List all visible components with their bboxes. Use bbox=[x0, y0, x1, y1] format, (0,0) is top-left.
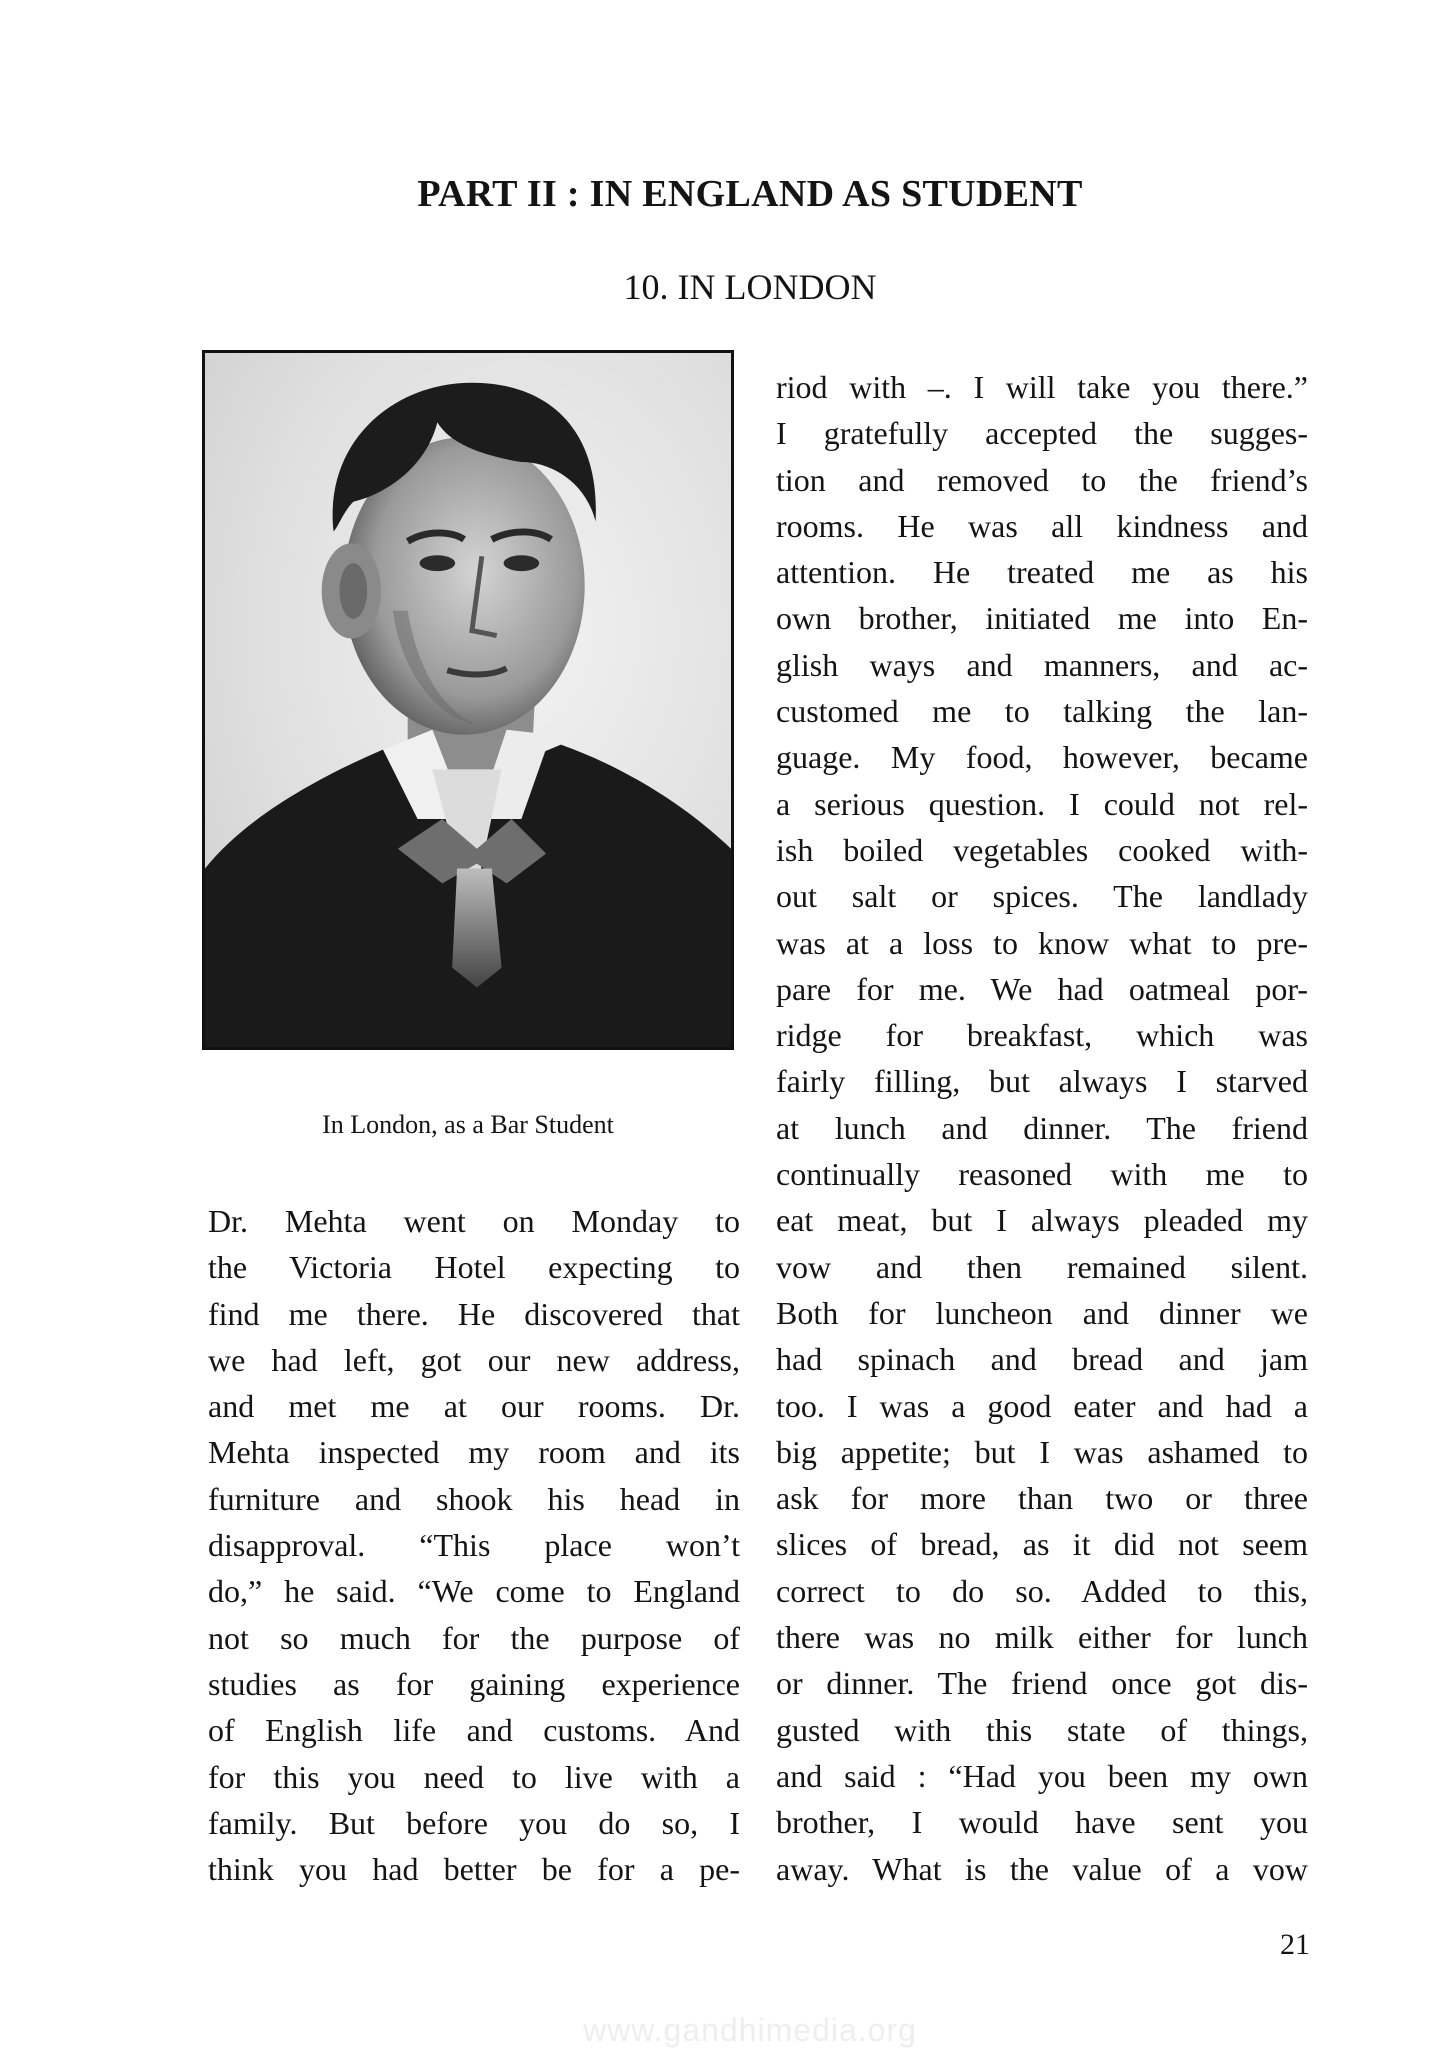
text-line: fairly filling, but always I starved bbox=[776, 1063, 1308, 1100]
text-line: guage. My food, however, became bbox=[776, 739, 1308, 776]
text-line: and said : “Had you been my own bbox=[776, 1757, 1308, 1794]
text-line: at lunch and dinner. The friend bbox=[776, 1109, 1308, 1146]
text-line: attention. He treated me as his bbox=[776, 554, 1308, 591]
photo-caption: In London, as a Bar Student bbox=[322, 1110, 614, 1139]
text-line: had spinach and bread and jam bbox=[776, 1341, 1308, 1378]
text-line: there was no milk either for lunch bbox=[776, 1619, 1308, 1656]
text-line: vow and then remained silent. bbox=[776, 1248, 1308, 1285]
text-line: of English life and customs. And bbox=[208, 1712, 740, 1749]
text-line: big appetite; but I was ashamed to bbox=[776, 1433, 1308, 1470]
text-line: was at a loss to know what to pre- bbox=[776, 924, 1308, 961]
right-text-column bbox=[776, 364, 1308, 1892]
text-line: family. But before you do so, I bbox=[208, 1804, 740, 1841]
text-line: not so much for the purpose of bbox=[208, 1619, 740, 1656]
text-line: for this you need to live with a bbox=[208, 1758, 740, 1795]
watermark: www.gandhimedia.org bbox=[583, 2012, 917, 2048]
text-line: furniture and shook his head in bbox=[208, 1480, 740, 1517]
text-line: we had left, got our new address, bbox=[208, 1341, 740, 1378]
text-line: out salt or spices. The landlady bbox=[776, 878, 1308, 915]
text-line: think you had better be for a pe- bbox=[208, 1851, 740, 1888]
text-line: continually reasoned with me to bbox=[776, 1156, 1308, 1193]
chapter-title: 10. IN LONDON bbox=[623, 267, 877, 307]
text-line: gusted with this state of things, bbox=[776, 1711, 1308, 1748]
portrait-image bbox=[205, 353, 731, 1047]
text-line: correct to do so. Added to this, bbox=[776, 1572, 1308, 1609]
text-line: glish ways and manners, and ac- bbox=[776, 646, 1308, 683]
page-number: 21 bbox=[1280, 1928, 1310, 1961]
text-line: riod with –. I will take you there.” bbox=[776, 369, 1308, 405]
text-line: studies as for gaining experience bbox=[208, 1665, 740, 1702]
part-title: PART II : IN ENGLAND AS STUDENT bbox=[417, 173, 1083, 215]
text-line: own brother, initiated me into En- bbox=[776, 600, 1308, 637]
portrait-photo bbox=[202, 350, 734, 1050]
text-line: too. I was a good eater and had a bbox=[776, 1387, 1308, 1424]
text-line: brother, I would have sent you bbox=[776, 1804, 1308, 1841]
text-line: Mehta inspected my room and its bbox=[208, 1434, 740, 1471]
text-line: find me there. He discovered that bbox=[208, 1295, 740, 1332]
text-line: pare for me. We had oatmeal por- bbox=[776, 970, 1308, 1007]
text-line: I gratefully accepted the sugges- bbox=[776, 415, 1308, 452]
text-line: eat meat, but I always pleaded my bbox=[776, 1202, 1308, 1239]
left-text-column bbox=[208, 1198, 740, 1892]
text-line: away. What is the value of a vow bbox=[776, 1850, 1308, 1887]
text-line: a serious question. I could not rel- bbox=[776, 785, 1308, 822]
text-line: customed me to talking the lan- bbox=[776, 693, 1308, 730]
text-line: ridge for breakfast, which was bbox=[776, 1017, 1308, 1054]
text-line: the Victoria Hotel expecting to bbox=[208, 1249, 740, 1286]
text-line: or dinner. The friend once got dis- bbox=[776, 1665, 1308, 1702]
text-line: rooms. He was all kindness and bbox=[776, 507, 1308, 544]
text-line: Both for luncheon and dinner we bbox=[776, 1294, 1308, 1331]
text-line: slices of bread, as it did not seem bbox=[776, 1526, 1308, 1563]
text-line: disapproval. “This place won’t bbox=[208, 1527, 740, 1564]
text-line: Dr. Mehta went on Monday to bbox=[208, 1203, 740, 1239]
text-line: tion and removed to the friend’s bbox=[776, 461, 1308, 498]
text-line: and met me at our rooms. Dr. bbox=[208, 1388, 740, 1425]
text-line: do,” he said. “We come to England bbox=[208, 1573, 740, 1610]
text-line: ish boiled vegetables cooked with- bbox=[776, 831, 1308, 868]
text-line: ask for more than two or three bbox=[776, 1480, 1308, 1517]
